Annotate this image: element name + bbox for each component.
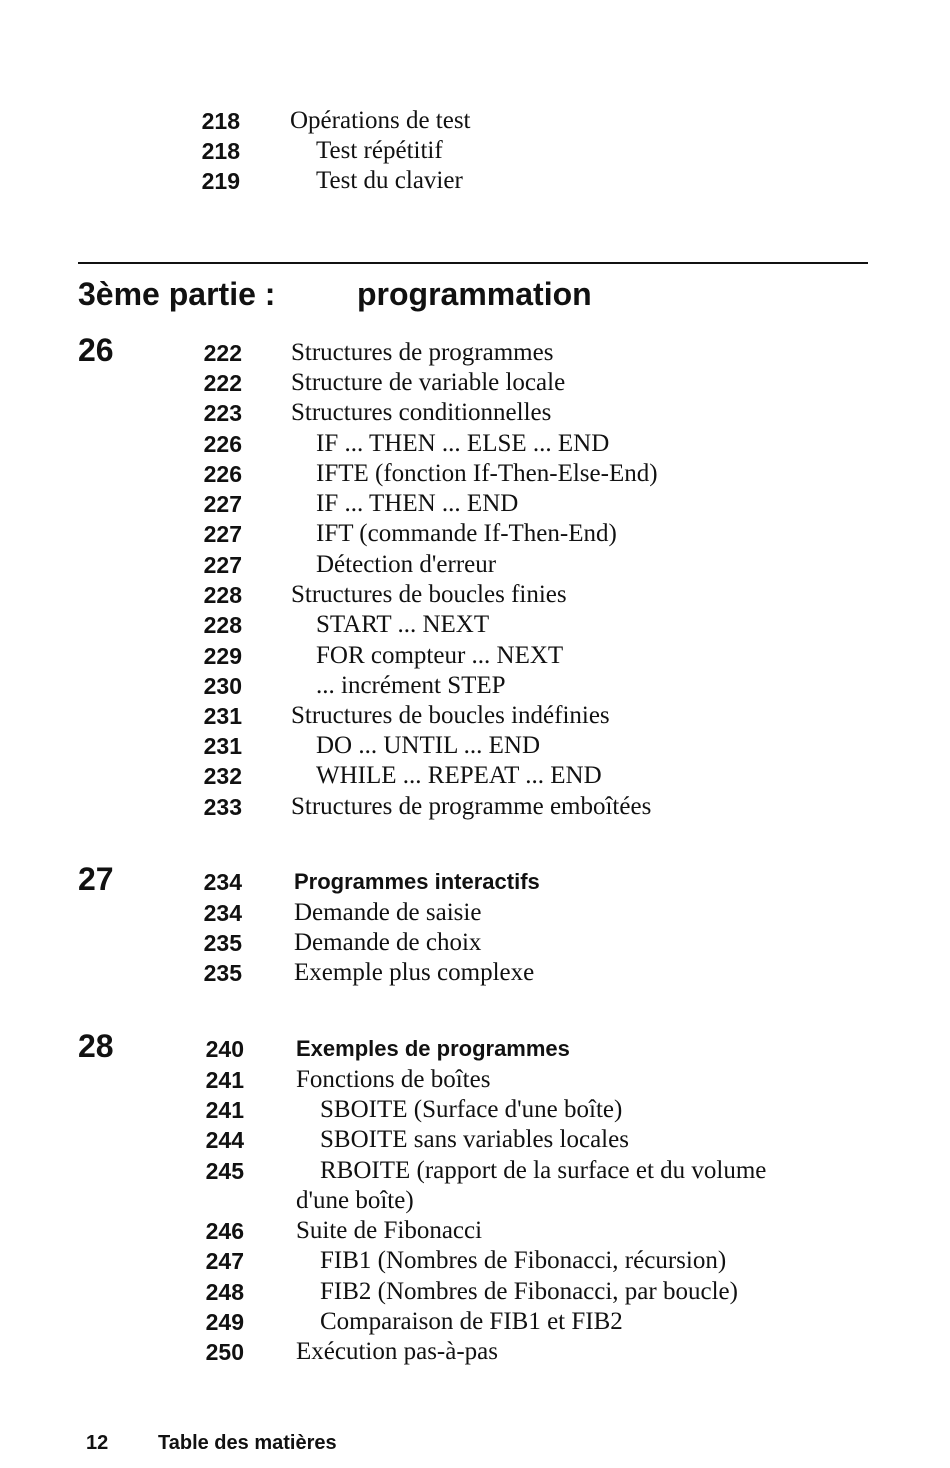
toc-page-number: 250	[205, 1339, 244, 1365]
chapter-title: Exemples de programmes	[296, 1036, 570, 1061]
toc-entry-title: Structures de programme emboîtées	[291, 793, 652, 820]
toc-entry-title: Détection d'erreur	[316, 551, 497, 578]
toc-entry-title: Exécution pas-à-pas	[296, 1338, 499, 1365]
toc-page-number: 227	[203, 491, 242, 517]
toc-page-number: 222	[203, 370, 242, 396]
toc-page-number: 249	[205, 1309, 244, 1335]
toc-entry-title: Structure de variable locale	[291, 369, 566, 396]
toc-entry-title: SBOITE sans variables locales	[320, 1126, 629, 1153]
toc-page-number: 235	[203, 960, 242, 986]
toc-entry-title: Fonctions de boîtes	[296, 1066, 491, 1093]
toc-page-number: 232	[203, 763, 242, 789]
toc-page-number: 248	[205, 1279, 244, 1305]
chapter-number: 26	[78, 332, 114, 368]
toc-page-number: 231	[203, 703, 242, 729]
toc-page-number: 227	[203, 552, 242, 578]
toc-entry-title: FIB1 (Nombres de Fibonacci, récursion)	[320, 1247, 727, 1274]
toc-entry-title: Test répétitif	[316, 137, 443, 164]
toc-page-number: 218	[201, 108, 240, 134]
toc-page-number: 222	[203, 340, 242, 366]
toc-entry-title: FIB2 (Nombres de Fibonacci, par boucle)	[320, 1278, 738, 1305]
chapter-number: 27	[78, 861, 114, 897]
part-divider-rule	[78, 262, 868, 264]
toc-page-number: 218	[201, 138, 240, 164]
toc-entry-title: Exemple plus complexe	[294, 959, 535, 986]
toc-entry-title: Structures de boucles finies	[291, 581, 567, 608]
toc-entry-title: SBOITE (Surface d'une boîte)	[320, 1096, 623, 1123]
toc-page-number: 233	[203, 794, 242, 820]
toc-entry-title: DO ... UNTIL ... END	[316, 732, 541, 759]
toc-page-number: 234	[203, 900, 242, 926]
toc-page-number: 229	[203, 643, 242, 669]
toc-entry-title: IFT (commande If-Then-End)	[316, 520, 617, 547]
toc-entry-title: Comparaison de FIB1 et FIB2	[320, 1308, 623, 1335]
toc-entry-title: IFTE (fonction If-Then-Else-End)	[316, 460, 658, 487]
toc-page-number: 219	[201, 168, 240, 194]
part-label: 3ème partie :	[78, 276, 276, 312]
toc-entry-title: Opérations de test	[290, 107, 471, 134]
toc-entry-title: RBOITE (rapport de la surface et du volume	[320, 1157, 767, 1184]
toc-page-number: 234	[203, 869, 242, 895]
toc-entry-title: FOR compteur ... NEXT	[316, 642, 564, 669]
toc-page-number: 241	[205, 1097, 244, 1123]
toc-entry-title: ... incrément STEP	[316, 672, 506, 699]
toc-entry-title: IF ... THEN ... END	[316, 490, 519, 517]
toc-page-number: 228	[203, 612, 242, 638]
toc-page-number: 223	[203, 400, 242, 426]
toc-page-number: 240	[205, 1036, 244, 1062]
toc-page-number: 228	[203, 582, 242, 608]
toc-entry-title: Structures de programmes	[291, 339, 554, 366]
toc-entry-title: Demande de choix	[294, 929, 482, 956]
toc-entry-title: Test du clavier	[316, 167, 463, 194]
toc-entry-title: Suite de Fibonacci	[296, 1217, 483, 1244]
toc-page-number: 226	[203, 431, 242, 457]
toc-page-number: 226	[203, 461, 242, 487]
toc-page-number: 235	[203, 930, 242, 956]
toc-entry-title: Structures conditionnelles	[291, 399, 552, 426]
toc-page-number: 247	[205, 1248, 244, 1274]
toc-page-number: 246	[205, 1218, 244, 1244]
toc-entry-title: WHILE ... REPEAT ... END	[316, 762, 602, 789]
toc-entry-title: START ... NEXT	[316, 611, 490, 638]
toc-page-number: 241	[205, 1067, 244, 1093]
chapter-number: 28	[78, 1028, 114, 1064]
part-title: programmation	[357, 276, 592, 312]
toc-page-number: 244	[205, 1127, 244, 1153]
toc-page-number: 230	[203, 673, 242, 699]
toc-page-number: 231	[203, 733, 242, 759]
toc-entry-continuation: d'une boîte)	[296, 1187, 414, 1214]
footer-page-number: 12	[86, 1432, 109, 1454]
footer-section-title: Table des matières	[158, 1432, 337, 1454]
toc-entry-title: Demande de saisie	[294, 899, 482, 926]
toc-entry-title: IF ... THEN ... ELSE ... END	[316, 430, 610, 457]
toc-page-number: 245	[205, 1158, 244, 1184]
toc-entry-title: Structures de boucles indéfinies	[291, 702, 610, 729]
toc-page-number: 227	[203, 521, 242, 547]
chapter-title: Programmes interactifs	[294, 869, 540, 894]
